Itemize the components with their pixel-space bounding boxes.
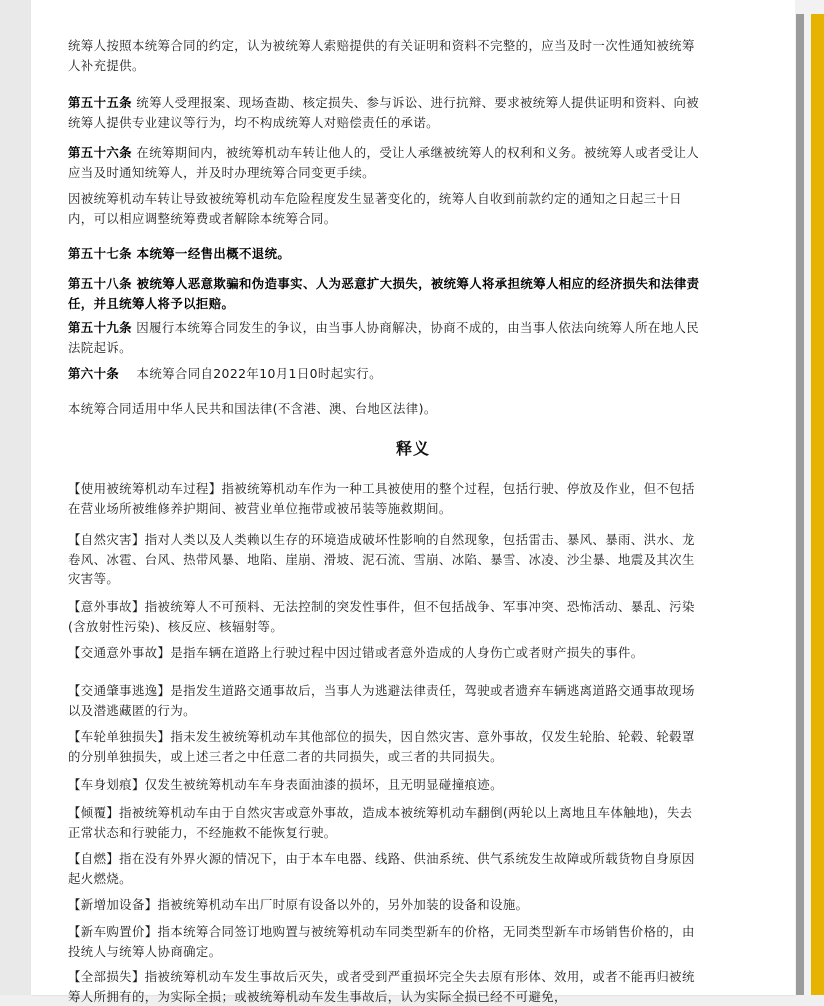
definition-term: 【交通肇事逃逸】 (68, 683, 171, 698)
paragraph-text: 因履行本统筹合同发生的争议，由当事人协商解决，协商不成的，由当事人依法向统筹人所在地人民法院起诉。 (68, 320, 700, 355)
definition-text: 是指车辆在道路上行驶过程中因过错或者意外造成的人身伤亡或者财产损失的事件。 (170, 645, 644, 660)
paragraph-text: 本统筹合同自2022年10月1日0时起实行。 (136, 366, 382, 381)
definition-item (68, 967, 704, 1006)
paragraph (68, 399, 704, 419)
scrollbar-thumb[interactable] (796, 14, 804, 995)
definition-text: 指未发生被统筹机动车其他部位的损失，因自然灾害、意外事故，仅发生轮胎、轮毂、轮毂罩的分别单独损失，或上述三者之中任意二者的共同损失，或三者的共同损失。 (68, 729, 695, 764)
definition-text: 指被统筹人不可预料、无法控制的突发性事件，但不包括战争、军事冲突、恐怖活动、暴乱、污染(含放射性污染)、核反应、核辐射等。 (68, 599, 695, 634)
article-heading: 第六十条 (68, 366, 120, 381)
article-heading: 第五十六条 (68, 145, 132, 160)
definition-term: 【新增加设备】 (68, 897, 158, 912)
definition-item (68, 643, 704, 663)
definition-text: 指被统筹机动车出厂时原有设备以外的，另外加装的设备和设施。 (157, 897, 529, 912)
paragraph-text: 本统筹合同适用中华人民共和国法律(不含港、澳、台地区法律)。 (68, 401, 437, 416)
article-59 (68, 318, 704, 357)
side-accent-bar (811, 14, 824, 995)
definition-item (68, 597, 704, 636)
definition-item (68, 775, 704, 795)
definition-text: 指被统筹机动车由于自然灾害或意外事故，造成本被统筹机动车翻倒(两轮以上离地且车体触地)，失去正常状态和行驶能力，不经施救不能恢复行驶。 (68, 805, 693, 840)
definition-item (68, 849, 704, 888)
definition-term: 【倾覆】 (68, 805, 120, 820)
article-58 (68, 274, 704, 313)
paragraph (68, 36, 704, 75)
definition-term: 【使用被统筹机动车过程】 (68, 481, 222, 496)
paragraph-text: 统筹人受理报案、现场查勘、核定损失、参与诉讼、进行抗辩、要求被统筹人提供证明和资料、向被统筹人提供专业建议等行为，均不构成统筹人对赔偿责任的承诺。 (68, 95, 700, 130)
definition-term: 【交通意外事故】 (68, 645, 171, 660)
article-heading: 第五十七条 (68, 246, 132, 261)
definition-item (68, 727, 704, 766)
article-heading: 第五十五条 (68, 95, 132, 110)
definition-text: 仅发生被统筹机动车车身表面油漆的损坏，且无明显碰撞痕迹。 (144, 777, 503, 792)
definition-item (68, 895, 704, 915)
definition-item (68, 681, 704, 720)
definition-text: 指对人类以及人类赖以生存的环境造成破坏性影响的自然现象，包括雷击、暴风、暴雨、洪水、龙卷风、冰雹、台风、热带风暴、地陷、崖崩、滑坡、泥石流、雪崩、冰陷、暴雪、冰凌、沙尘暴、地震及其次生灾害等。 (68, 532, 695, 586)
definition-term: 【车轮单独损失】 (68, 729, 171, 744)
definition-term: 【自然灾害】 (68, 532, 145, 547)
definition-text: 是指发生道路交通事故后，当事人为逃避法律责任，驾驶或者遗弃车辆逃离道路交通事故现场以及潜逃藏匿的行为。 (68, 683, 695, 718)
definition-term: 【自燃】 (68, 851, 120, 866)
definition-text: 指在没有外界火源的情况下，由于本车电器、线路、供油系统、供气系统发生故障或所载货物自身原因起火燃烧。 (68, 851, 695, 886)
definition-item (68, 530, 704, 589)
definition-text: 指本统筹合同签订地购置与被统筹机动车同类型新车的价格，无同类型新车市场销售价格的，由投统人与统筹人协商确定。 (68, 924, 695, 959)
article-56 (68, 143, 704, 182)
definition-item (68, 803, 704, 842)
definition-item (68, 479, 704, 518)
paragraph-text: 因被统筹机动车转让导致被统筹机动车危险程度发生显著变化的，统筹人自收到前款约定的通知之日起三十日内，可以相应调整统筹费或者解除本统筹合同。 (68, 191, 682, 226)
paragraph-text: 统筹人按照本统筹合同的约定，认为被统筹人索赔提供的有关证明和资料不完整的，应当及时一次性通知被统筹人补充提供。 (68, 38, 695, 73)
paragraph-text: 在统筹期间内，被统筹机动车转让他人的，受让人承继被统筹人的权利和义务。被统筹人或者受让人应当及时通知统筹人，并及时办理统筹合同变更手续。 (68, 145, 700, 180)
definition-term: 【新车购置价】 (68, 924, 158, 939)
paragraph (68, 189, 704, 228)
viewer-left-margin (0, 0, 31, 995)
definition-item (68, 922, 704, 961)
definition-text: 指被统筹机动车作为一种工具被使用的整个过程，包括行驶、停放及作业，但不包括在营业场所被维修养护期间、被营业单位拖带或被吊装等施救期间。 (68, 481, 695, 516)
article-55 (68, 93, 704, 132)
definition-term: 【全部损失】 (68, 969, 145, 984)
definition-term: 【车身划痕】 (68, 777, 145, 792)
definition-term: 【意外事故】 (68, 599, 145, 614)
article-heading: 第五十九条 (68, 320, 132, 335)
article-heading: 第五十八条 (68, 276, 132, 291)
section-title: 释义 (395, 439, 430, 458)
article-57 (68, 244, 704, 264)
article-60 (68, 364, 704, 384)
paragraph-text: 本统筹一经售出概不退统。 (136, 246, 291, 261)
paragraph-text: 被统筹人恶意欺骗和伪造事实、人为恶意扩大损失，被统筹人将承担统筹人相应的经济损失和法律责任，并且统筹人将予以拒赔。 (68, 276, 700, 311)
definition-text: 指被统筹机动车发生事故后灭失，或者受到严重损坏完全失去原有形体、效用，或者不能再归被统筹人所拥有的，为实际全损；或被统筹机动车发生事故后，认为实际全损已经不可避免， (68, 969, 695, 1004)
